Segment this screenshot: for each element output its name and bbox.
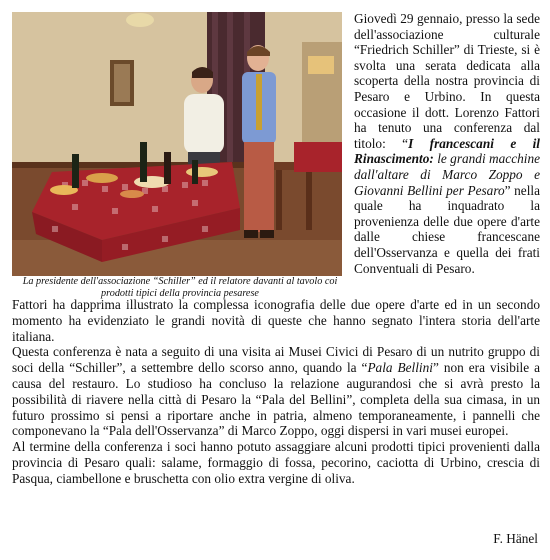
paragraph-1: Fattori ha dapprima illustrato la complessa iconografia delle due opere d'arte ed in un secondo momento ha evidenziato le grandi novità di queste che hanno segnato l'intera storia dell'arte italiana. [12, 297, 540, 344]
event-photo [12, 12, 342, 276]
intro-text-end: ” nella quale ha inquadrato la provenienza delle due opere d'arte dalle chiese francescane dell'Osservanza e quella dei frati Conventuali di Pesaro. [354, 182, 541, 276]
paragraph-3: Al termine della conferenza i soci hanno potuto assaggiare alcuni prodotti tipici provenienti dalla provincia di Pesaro quali: salame, formaggio di fossa, pecorino, caciotta di Urbino, crescia di Pasqua, ciambellone e bruschetta con olio extra vergine di oliva. [12, 439, 540, 486]
lecture-title: I francescani e il Rinascimento: [354, 135, 541, 167]
paragraph-2-start: Questa conferenza è nata a seguito di una visita ai Musei Civici di Pesaro di un nutrito gruppo di soci della “Schiller”, a settembre dello scorso anno, quando la “ [12, 344, 540, 376]
intro-column [354, 11, 540, 276]
article-body [12, 297, 540, 487]
author-signature: F. Hänel [493, 531, 538, 546]
intro-text: Giovedì 29 gennaio, presso la sede dell'associazione culturale “Friedrich Schiller” di Trieste, si è svolta una serata dedicata alla scoperta della nostra provincia di Pesaro e Urbino. In questa occasione il dott. Lorenzo Fattori ha tenuto una conferenza dal titolo: “ [354, 11, 540, 151]
paragraph-2-end: ” non era visibile a causa del restauro. Lo studioso ha concluso la relazione augurandosi che si avrà presto la possibilità di riavere nella città di Pesaro la “Pala del Bellini”, completa della sua cimasa, in un futuro prossimo si pensi a riportare anche in patria, almeno temporaneamente, i pannelli che componevano la “Pala dell'Osservanza” di Marco Zoppo, oggi dispersi in vari musei europei. [12, 360, 540, 439]
photo-caption: La presidente dell'associazione “Schiller” ed il relatore davanti al tavolo coi prodotti tipici della provincia pesarese [22, 276, 338, 299]
paragraph-2 [12, 344, 540, 439]
pala-bellini: Pala Bellini [367, 360, 433, 376]
lecture-subtitle: le grandi macchine dall'altare di Marco Zoppo e Giovanni Bellini per Pesaro [354, 151, 540, 198]
